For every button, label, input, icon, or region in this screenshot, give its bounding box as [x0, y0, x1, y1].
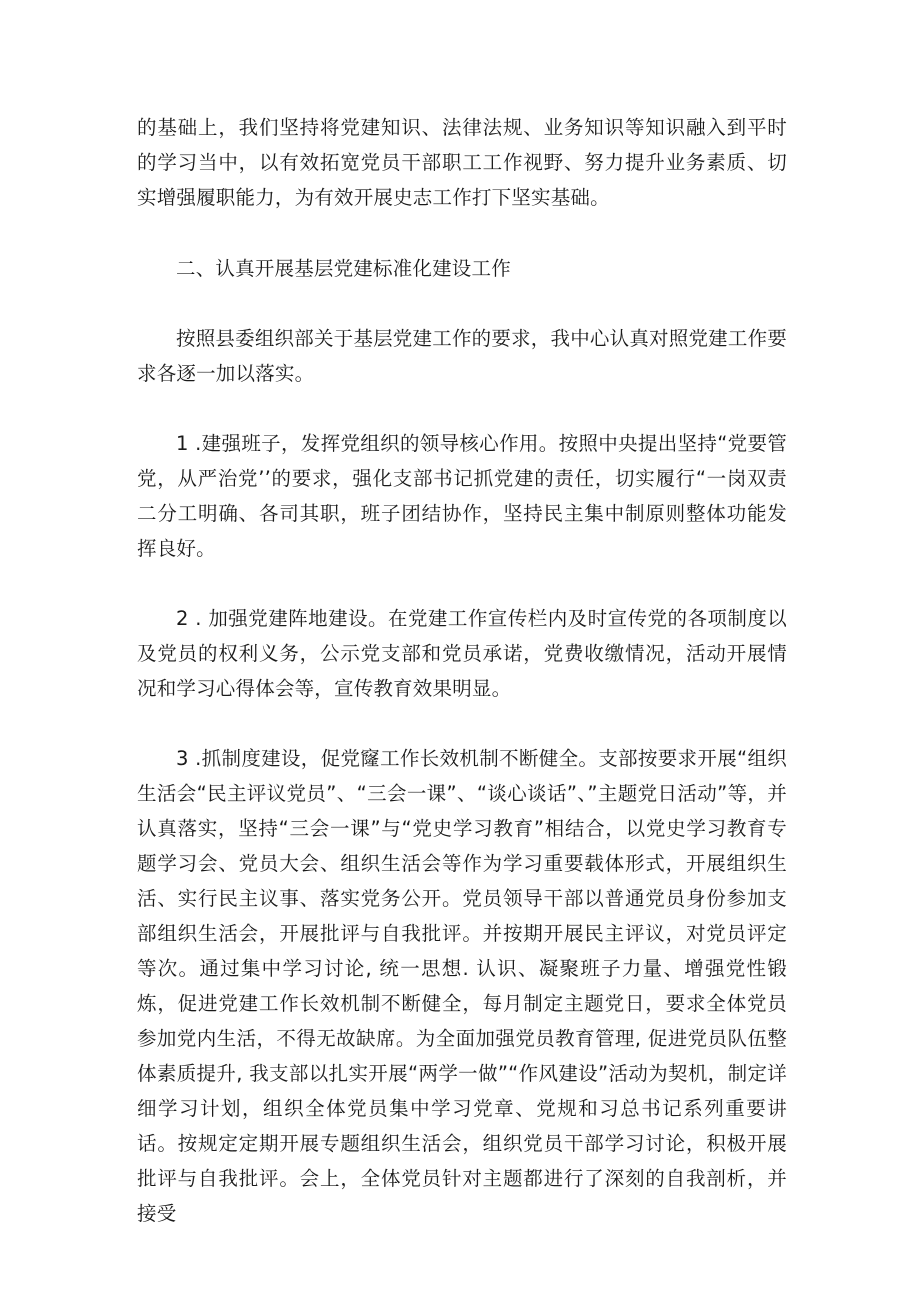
paragraph-item-3: 3 .抓制度建设，促党窿工作长效机制不断健全。支部按要求开展“组织生活会“民主评议党员”、“三会一课”、“谈心谈话”、”主题党日活动”等，并认真落实，坚持“三会一课”与“党史学习教育”相结合，以党史学习教育专题学习会、党员大会、组织生活会等作为学习重要载体形式，开展组织生活、实行民主议事、落实党务公开。党员领导干部以普通党员身份参加支部组织生活会，开展批评与自我批评。并按期开展民主评议，对党员评定等次。通过集中学习讨论, 统一思想. 认识、凝聚班子力量、增强党性锻炼，促进党建工作长效机制不断健全，每月制定主题党日，要求全体党员参加党内生活，不得无故缺席。为全面加强党员教育管理, 促进党员队伍整体素质提升, 我支部以扎实开展“两学一做”“作风建设”活动为契机，制定详细学习计划，组织全体党员集中学习党章、党规和习总书记系列重要讲话。按规定定期开展专题组织生活会，组织党员干部学习讨论，积极开展批评与自我批评。会上，全体党员针对主题都进行了深刻的自我剖析，并接受	[137, 747, 787, 1225]
paragraph-intro: 按照县委组织部关于基层党建工作的要求，我中心认真对照党建工作要求各逐一加以落实。	[137, 327, 787, 385]
section-heading: 二、认真开展基层党建标准化建设工作	[176, 257, 511, 280]
paragraph-item-2: 2 . 加强党建阵地建设。在党建工作宣传栏内及时宣传党的各项制度以及党员的权利义务，公示党支部和党员承诺，党费收缴情况，活动开展情况和学习心得体会等，宣传教育效果明显。	[137, 607, 787, 700]
paragraph-continuation: 的基础上，我们坚持将党建知识、法律法规、业务知识等知识融入到平时的学习当中，以有效拓宽党员干部职工工作视野、努力提升业务素质、切实增强履职能力，为有效开展史志工作打下坚实基础。	[137, 116, 787, 209]
paragraph-item-1: 1 .建强班子，发挥党组织的领导核心作用。按照中央提出坚持“党要管党，从严治党’’的要求，强化支部书记抓党建的责任，切实履行“一岗双责二分工明确、各司其职，班子团结协作，坚持民主集中制原则整体功能发挥良好。	[137, 432, 787, 560]
